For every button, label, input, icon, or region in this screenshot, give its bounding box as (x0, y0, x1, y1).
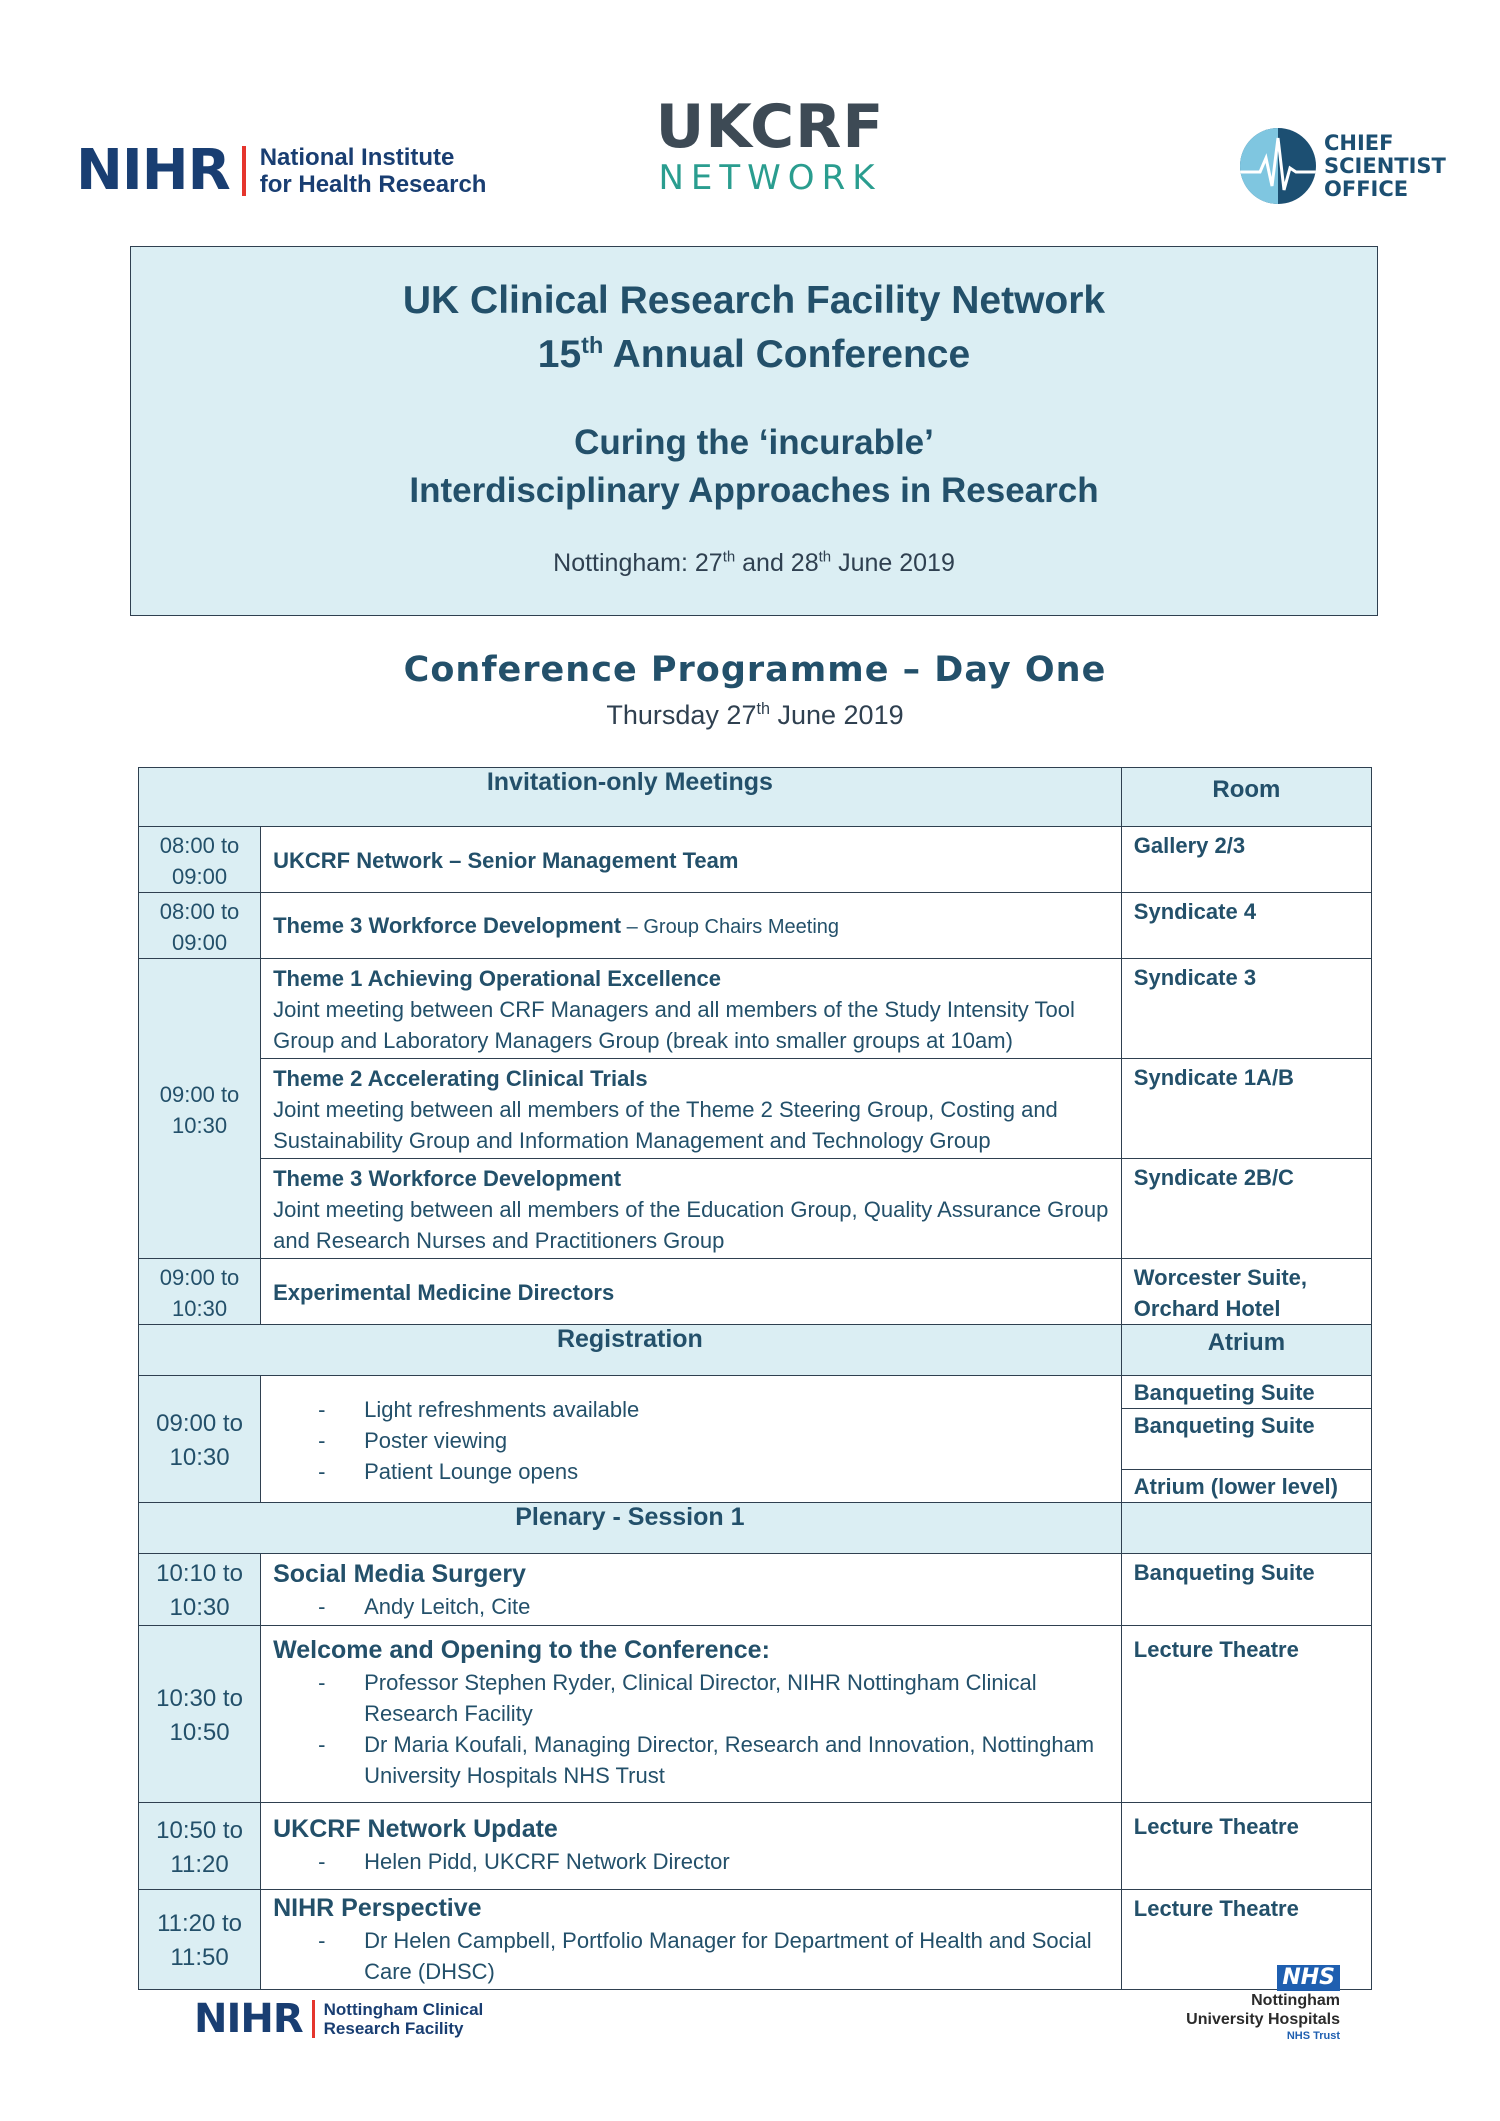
nihr-logo (76, 138, 486, 203)
programme-table (138, 767, 1372, 1990)
time-cell: 10:30 to 10:50 (139, 1626, 261, 1803)
time-cell: 10:50 to 11:20 (139, 1803, 261, 1890)
session-title: Social Media Surgery (273, 1560, 526, 1588)
time-cell: 09:00 to 10:30 (139, 1376, 261, 1503)
ukcrf-logo-main: UKCRF (655, 92, 885, 162)
list-item: - Light refreshments available (318, 1396, 640, 1422)
title-box (130, 246, 1378, 616)
time-cell: 09:00 to 10:30 (139, 1259, 261, 1325)
room-entry: Atrium (lower level) (1133, 1474, 1338, 1499)
session-cell (261, 1159, 1122, 1259)
session-cell (261, 893, 1122, 959)
nhs-line1: Nottingham (1251, 1992, 1340, 2009)
nihr-footer-mark: NIHR (194, 1996, 303, 2042)
time-cell: 08:00 to 09:00 (139, 827, 261, 893)
room-cell: Lecture Theatre (1121, 1626, 1371, 1803)
nihr-footer-line2: Research Facility (323, 2019, 464, 2038)
list-item: - Dr Maria Koufali, Managing Director, Research and Innovation, Nottingham University Hospitals NHS Trust (318, 1732, 1095, 1788)
table-row (139, 1554, 1372, 1626)
nihr-logo-line1: National Institute (259, 143, 455, 171)
nihr-footer-divider (312, 2000, 315, 2038)
session-cell (261, 1890, 1122, 1990)
session-cell (261, 1259, 1122, 1325)
nhs-line2: University Hospitals (1186, 2011, 1340, 2028)
heartbeat-icon (1240, 128, 1316, 204)
conference-location-date: Nottingham: 27th and 28th June 2019 (553, 548, 955, 577)
room-cell: Syndicate 4 (1121, 893, 1371, 959)
nihr-logo-text (260, 144, 487, 198)
session-title: Welcome and Opening to the Conference: (273, 1636, 770, 1664)
cso-line2: SCIENTIST (1324, 153, 1446, 178)
conference-theme-line1: Curing the ‘incurable’ (574, 423, 934, 462)
nihr-nottingham-crf-logo (194, 1996, 483, 2042)
session-title: Theme 2 Accelerating Clinical Trials (273, 1066, 648, 1091)
session-description: Joint meeting between all members of the Education Group, Quality Assurance Group and Research Nurses and Practitioners Group (273, 1197, 1109, 1253)
conference-theme-line2: Interdisciplinary Approaches in Research (409, 471, 1099, 510)
conference-edition: 15th Annual Conference (537, 332, 971, 376)
session-cell (261, 1626, 1122, 1803)
room-cell: Worcester Suite, Orchard Hotel (1121, 1259, 1371, 1325)
session-title: NIHR Perspective (273, 1894, 482, 1922)
room-cell: Banqueting Suite (1121, 1554, 1371, 1626)
room-entry: Banqueting Suite (1122, 1409, 1371, 1470)
session-title: UKCRF Network – Senior Management Team (273, 848, 739, 873)
session-cell (261, 1059, 1122, 1159)
time-cell: 09:00 to 10:30 (139, 959, 261, 1259)
room-cell: Lecture Theatre (1121, 1890, 1371, 1990)
session-description: Joint meeting between CRF Managers and all members of the Study Intensity Tool Group and Laboratory Managers Group (break into smaller groups at 10am) (273, 997, 1075, 1053)
room-cell: Lecture Theatre (1121, 1803, 1371, 1890)
session-title: UKCRF Network Update (273, 1815, 558, 1843)
table-row (139, 1159, 1372, 1259)
session-title: Theme 1 Achieving Operational Excellence (273, 966, 721, 991)
list-item: - Andy Leitch, Cite (318, 1594, 531, 1619)
cso-line1: CHIEF (1324, 130, 1394, 155)
list-item: - Poster viewing (318, 1427, 508, 1453)
room-cell: Syndicate 3 (1121, 959, 1371, 1059)
cso-logo-text (1324, 132, 1446, 201)
session-title: Theme 3 Workforce Development (273, 1166, 622, 1191)
section-title: Invitation-only Meetings (139, 768, 1122, 827)
list-item: - Helen Pidd, UKCRF Network Director (318, 1849, 730, 1874)
section-title: Plenary - Session 1 (139, 1503, 1122, 1554)
room-cell (1121, 1376, 1371, 1503)
session-description: Joint meeting between all members of the Theme 2 Steering Group, Costing and Sustainability Group and Information Management and Technology Group (273, 1097, 1058, 1153)
nhs-line3: NHS Trust (1286, 2030, 1340, 2042)
room-cell: Syndicate 1A/B (1121, 1059, 1371, 1159)
list-item: - Dr Helen Campbell, Portfolio Manager for Department of Health and Social Care (DHSC) (318, 1928, 1092, 1984)
session-title: Experimental Medicine Directors (273, 1280, 615, 1305)
nihr-logo-divider (242, 146, 246, 196)
table-row (139, 893, 1372, 959)
time-cell: 08:00 to 09:00 (139, 893, 261, 959)
nihr-footer-text (324, 2000, 484, 2038)
nhs-trust-logo (1180, 1965, 1340, 2043)
time-cell: 10:10 to 10:30 (139, 1554, 261, 1626)
table-row (139, 827, 1372, 893)
nihr-logo-mark: NIHR (76, 138, 230, 203)
list-item: - Professor Stephen Ryder, Clinical Director, NIHR Nottingham Clinical Research Facility (318, 1670, 1037, 1726)
table-row (139, 1376, 1372, 1503)
table-row (139, 1626, 1372, 1803)
room-column-header: Room (1121, 768, 1371, 827)
cso-line3: OFFICE (1324, 176, 1409, 201)
programme-date: Thursday 27th June 2019 (606, 700, 904, 730)
programme-title: Conference Programme – Day One (403, 650, 1107, 690)
table-row (139, 1059, 1372, 1159)
list-item: - Patient Lounge opens (318, 1458, 579, 1484)
session-cell (261, 1376, 1122, 1503)
ukcrf-logo-sub: NETWORK (658, 158, 882, 198)
session-cell (261, 1803, 1122, 1890)
room-entry: Banqueting Suite (1122, 1376, 1371, 1409)
section-header-invitation (139, 768, 1372, 827)
section-room (1121, 1503, 1371, 1554)
nihr-footer-line1: Nottingham Clinical (323, 2000, 484, 2019)
session-cell (261, 959, 1122, 1059)
time-cell: 11:20 to 11:50 (139, 1890, 261, 1990)
table-row (139, 1803, 1372, 1890)
conference-title: UK Clinical Research Facility Network (402, 279, 1106, 322)
session-cell (261, 827, 1122, 893)
room-cell: Gallery 2/3 (1121, 827, 1371, 893)
session-title: Theme 3 Workforce Development (273, 913, 622, 938)
session-cell (261, 1554, 1122, 1626)
section-header-plenary (139, 1503, 1372, 1554)
section-room: Atrium (1121, 1325, 1371, 1376)
table-row (139, 1259, 1372, 1325)
nhs-badge: NHS (1277, 1965, 1340, 1991)
table-row (139, 959, 1372, 1059)
section-title: Registration (139, 1325, 1122, 1376)
chief-scientist-office-logo (1240, 128, 1446, 204)
session-subtitle: – Group Chairs Meeting (621, 916, 840, 938)
nihr-logo-line2: for Health Research (259, 170, 487, 198)
ukcrf-network-logo (640, 92, 900, 198)
section-header-registration (139, 1325, 1372, 1376)
room-cell: Syndicate 2B/C (1121, 1159, 1371, 1259)
